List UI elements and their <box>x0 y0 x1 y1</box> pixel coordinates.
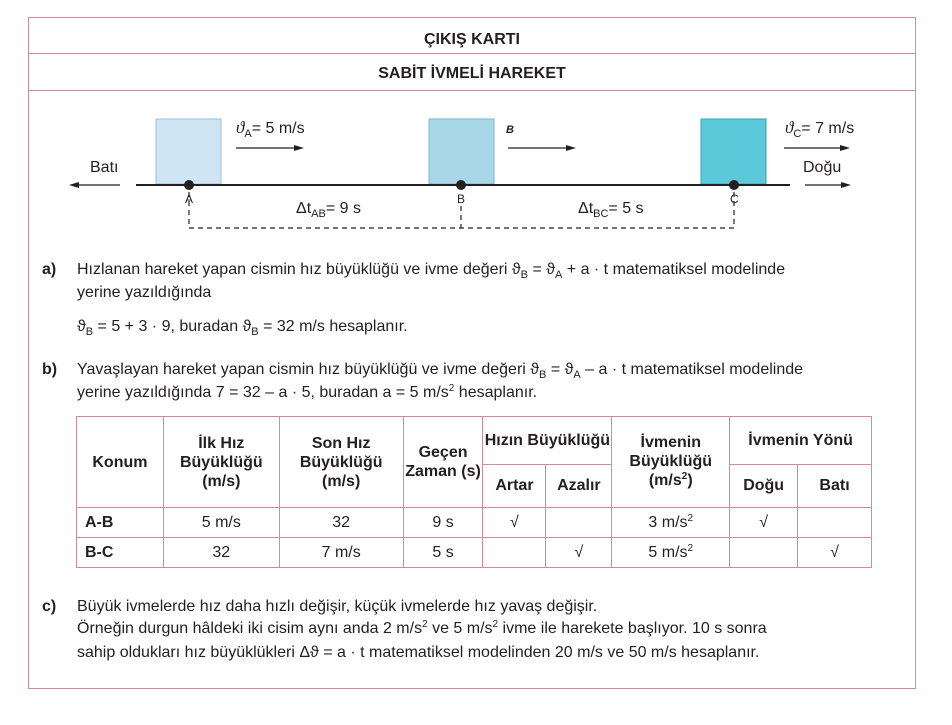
cell-ivme: 5 $m/s^2$ <box>612 538 730 568</box>
block-b-label: B <box>506 124 514 136</box>
cell-artar: √ <box>483 508 546 538</box>
block-a <box>156 119 221 184</box>
cell-son-hiz: 7 m/s <box>279 538 403 568</box>
time-bc-label: $\Delta t_{BC}= 5$ s <box>578 200 644 220</box>
part-b-line1: Yavaşlayan hareket yapan cismin hız büyüklüğü ve ivme değeri $ϑ_B = ϑ_A - a \cdot t$ matematiksel modelinde <box>77 361 804 381</box>
header-konum: Konum <box>77 417 164 508</box>
cell-ilk-hiz: 5 m/s <box>163 508 279 538</box>
part-a-line2: yerine yazıldığında <box>77 284 212 301</box>
header-son-hiz: Son Hız Büyüklüğü (m/s) <box>279 417 403 508</box>
header-artar: Artar <box>483 464 546 507</box>
header-azalir: Azalır <box>546 464 612 507</box>
part-c-marker: c) <box>42 598 57 615</box>
velocity-arrow-c <box>784 145 850 151</box>
velocity-arrow-a <box>236 145 304 151</box>
velocity-c-label: $ϑ_C= 7$ m/s <box>785 118 855 140</box>
cell-bati: √ <box>798 538 872 568</box>
point-c-label: C <box>730 192 739 206</box>
cell-zaman: 5 s <box>403 538 483 568</box>
part-a-text <box>77 259 785 304</box>
table-row <box>77 538 872 568</box>
block-b <box>429 119 494 184</box>
time-ab-label: $\Delta t_{AB}= 9$ s <box>296 200 361 220</box>
card-title: ÇIKIŞ KARTI <box>424 31 520 48</box>
header-ivme-yonu: İvmenin Yönü <box>730 417 872 465</box>
part-a-result: $ϑ_B = 5 + 3 \cdot 9$, buradan $ϑ_B = 32$ m/s hesaplanır. <box>77 318 408 338</box>
part-a-line1: Hızlanan hareket yapan cismin hız büyüklüğü ve ivme değeri $ϑ_B = ϑ_A + a \cdot t$ matematiksel modelinde <box>77 261 786 281</box>
block-c <box>701 119 766 184</box>
cell-azalir <box>546 508 612 538</box>
part-a-marker: a) <box>42 261 57 278</box>
part-b-line2: yerine yazıldığında 7 = 32 – a · 5, buradan a = 5 $m/s^2$ hesaplanır. <box>77 383 538 401</box>
cell-dogu <box>730 538 798 568</box>
velocity-a-label: $ϑ_A= 5$ m/s <box>236 118 305 140</box>
cell-bati <box>798 508 872 538</box>
cell-artar <box>483 538 546 568</box>
point-b-dot <box>456 180 466 190</box>
header-ilk-hiz: İlk Hız Büyüklüğü (m/s) <box>163 417 279 508</box>
east-arrow <box>805 182 851 188</box>
header-ivme-buyukluk: İvmenin Büyüklüğü $(m/s^2)$ <box>612 417 730 508</box>
header-dogu: Doğu <box>730 464 798 507</box>
part-b-marker: b) <box>42 361 58 378</box>
cell-ilk-hiz: 32 <box>163 538 279 568</box>
cell-ivme: 3 $m/s^2$ <box>612 508 730 538</box>
cell-azalir: √ <box>546 538 612 568</box>
point-a-dot <box>184 180 194 190</box>
east-label: Doğu <box>803 159 842 176</box>
point-a-label: A <box>185 192 194 206</box>
cell-dogu: √ <box>730 508 798 538</box>
motion-table <box>76 416 872 568</box>
part-c-line2: Örneğin durgun hâldeki iki cisim aynı anda 2 $m/s^2$ ve 5 $m/s^2$ ivme ile harekete başlıyor. 10 s sonra <box>77 619 767 637</box>
west-arrow <box>69 182 120 188</box>
card-subtitle: SABİT İVMELİ HAREKET <box>378 65 566 82</box>
header-bati: Batı <box>798 464 872 507</box>
header-hizin-buyuklugu: Hızın Büyüklüğü <box>483 417 612 465</box>
west-label: Batı <box>90 159 119 176</box>
part-c-text <box>77 596 767 664</box>
part-b-text <box>77 359 803 406</box>
table-row <box>77 508 872 538</box>
cell-son-hiz: 32 <box>279 508 403 538</box>
cell-konum: A-B <box>77 508 164 538</box>
velocity-arrow-b <box>508 145 576 151</box>
point-c-dot <box>729 180 739 190</box>
part-c-line1: Büyük ivmelerde hız daha hızlı değişir, küçük ivmelerde hız yavaş değişir. <box>77 598 598 615</box>
cell-konum: B-C <box>77 538 164 568</box>
part-c-line3: sahip oldukları hız büyüklükleri Δϑ = a · t matematiksel modelinden 20 m/s ve 50 m/s hesaplanır. <box>77 644 760 661</box>
header-gecen-zaman: Geçen Zaman (s) <box>403 417 483 508</box>
cell-zaman: 9 s <box>403 508 483 538</box>
point-b-label: B <box>457 192 466 206</box>
